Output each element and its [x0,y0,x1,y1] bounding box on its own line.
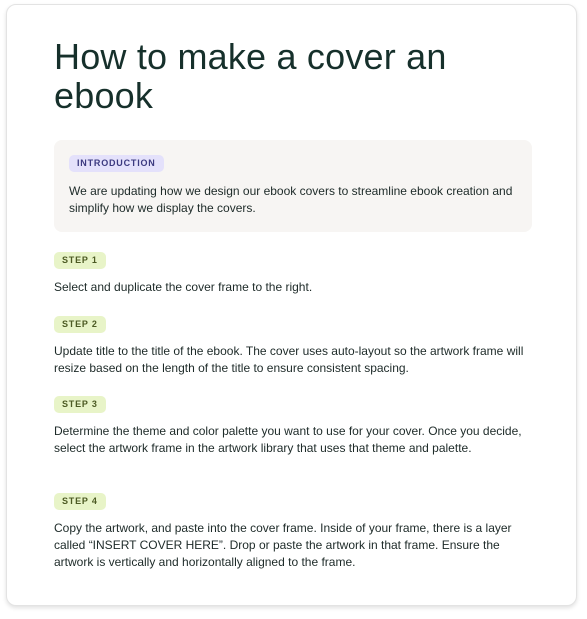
step-3-text: Determine the theme and color palette you want to use for your cover. Once you decide, select the artwork frame in the artwork library that uses that theme and palette. [54,424,522,455]
introduction-text: We are updating how we design our ebook covers to streamline ebook creation and simplify how we display the covers. [69,184,513,215]
step-4-badge: STEP 4 [54,493,106,510]
step-1-badge: STEP 1 [54,252,106,269]
step-2-text: Update title to the title of the ebook. The cover uses auto-layout so the artwork frame will resize based on the length of the title to ensure consistent spacing. [54,344,524,375]
step-4-text: Copy the artwork, and paste into the cover frame. Inside of your frame, there is a layer called “INSERT COVER HERE”. Drop or paste the artwork in that frame. Ensure the artwork is vertically and horizontally aligned to the frame. [54,521,512,569]
introduction-badge: INTRODUCTION [69,155,164,172]
introduction-panel [54,140,532,232]
step-2-badge: STEP 2 [54,316,106,333]
step-3-badge: STEP 3 [54,396,106,413]
page-title: How to make a cover an ebook [54,36,447,116]
instructions-card [6,4,577,606]
step-1-text: Select and duplicate the cover frame to the right. [54,280,313,294]
